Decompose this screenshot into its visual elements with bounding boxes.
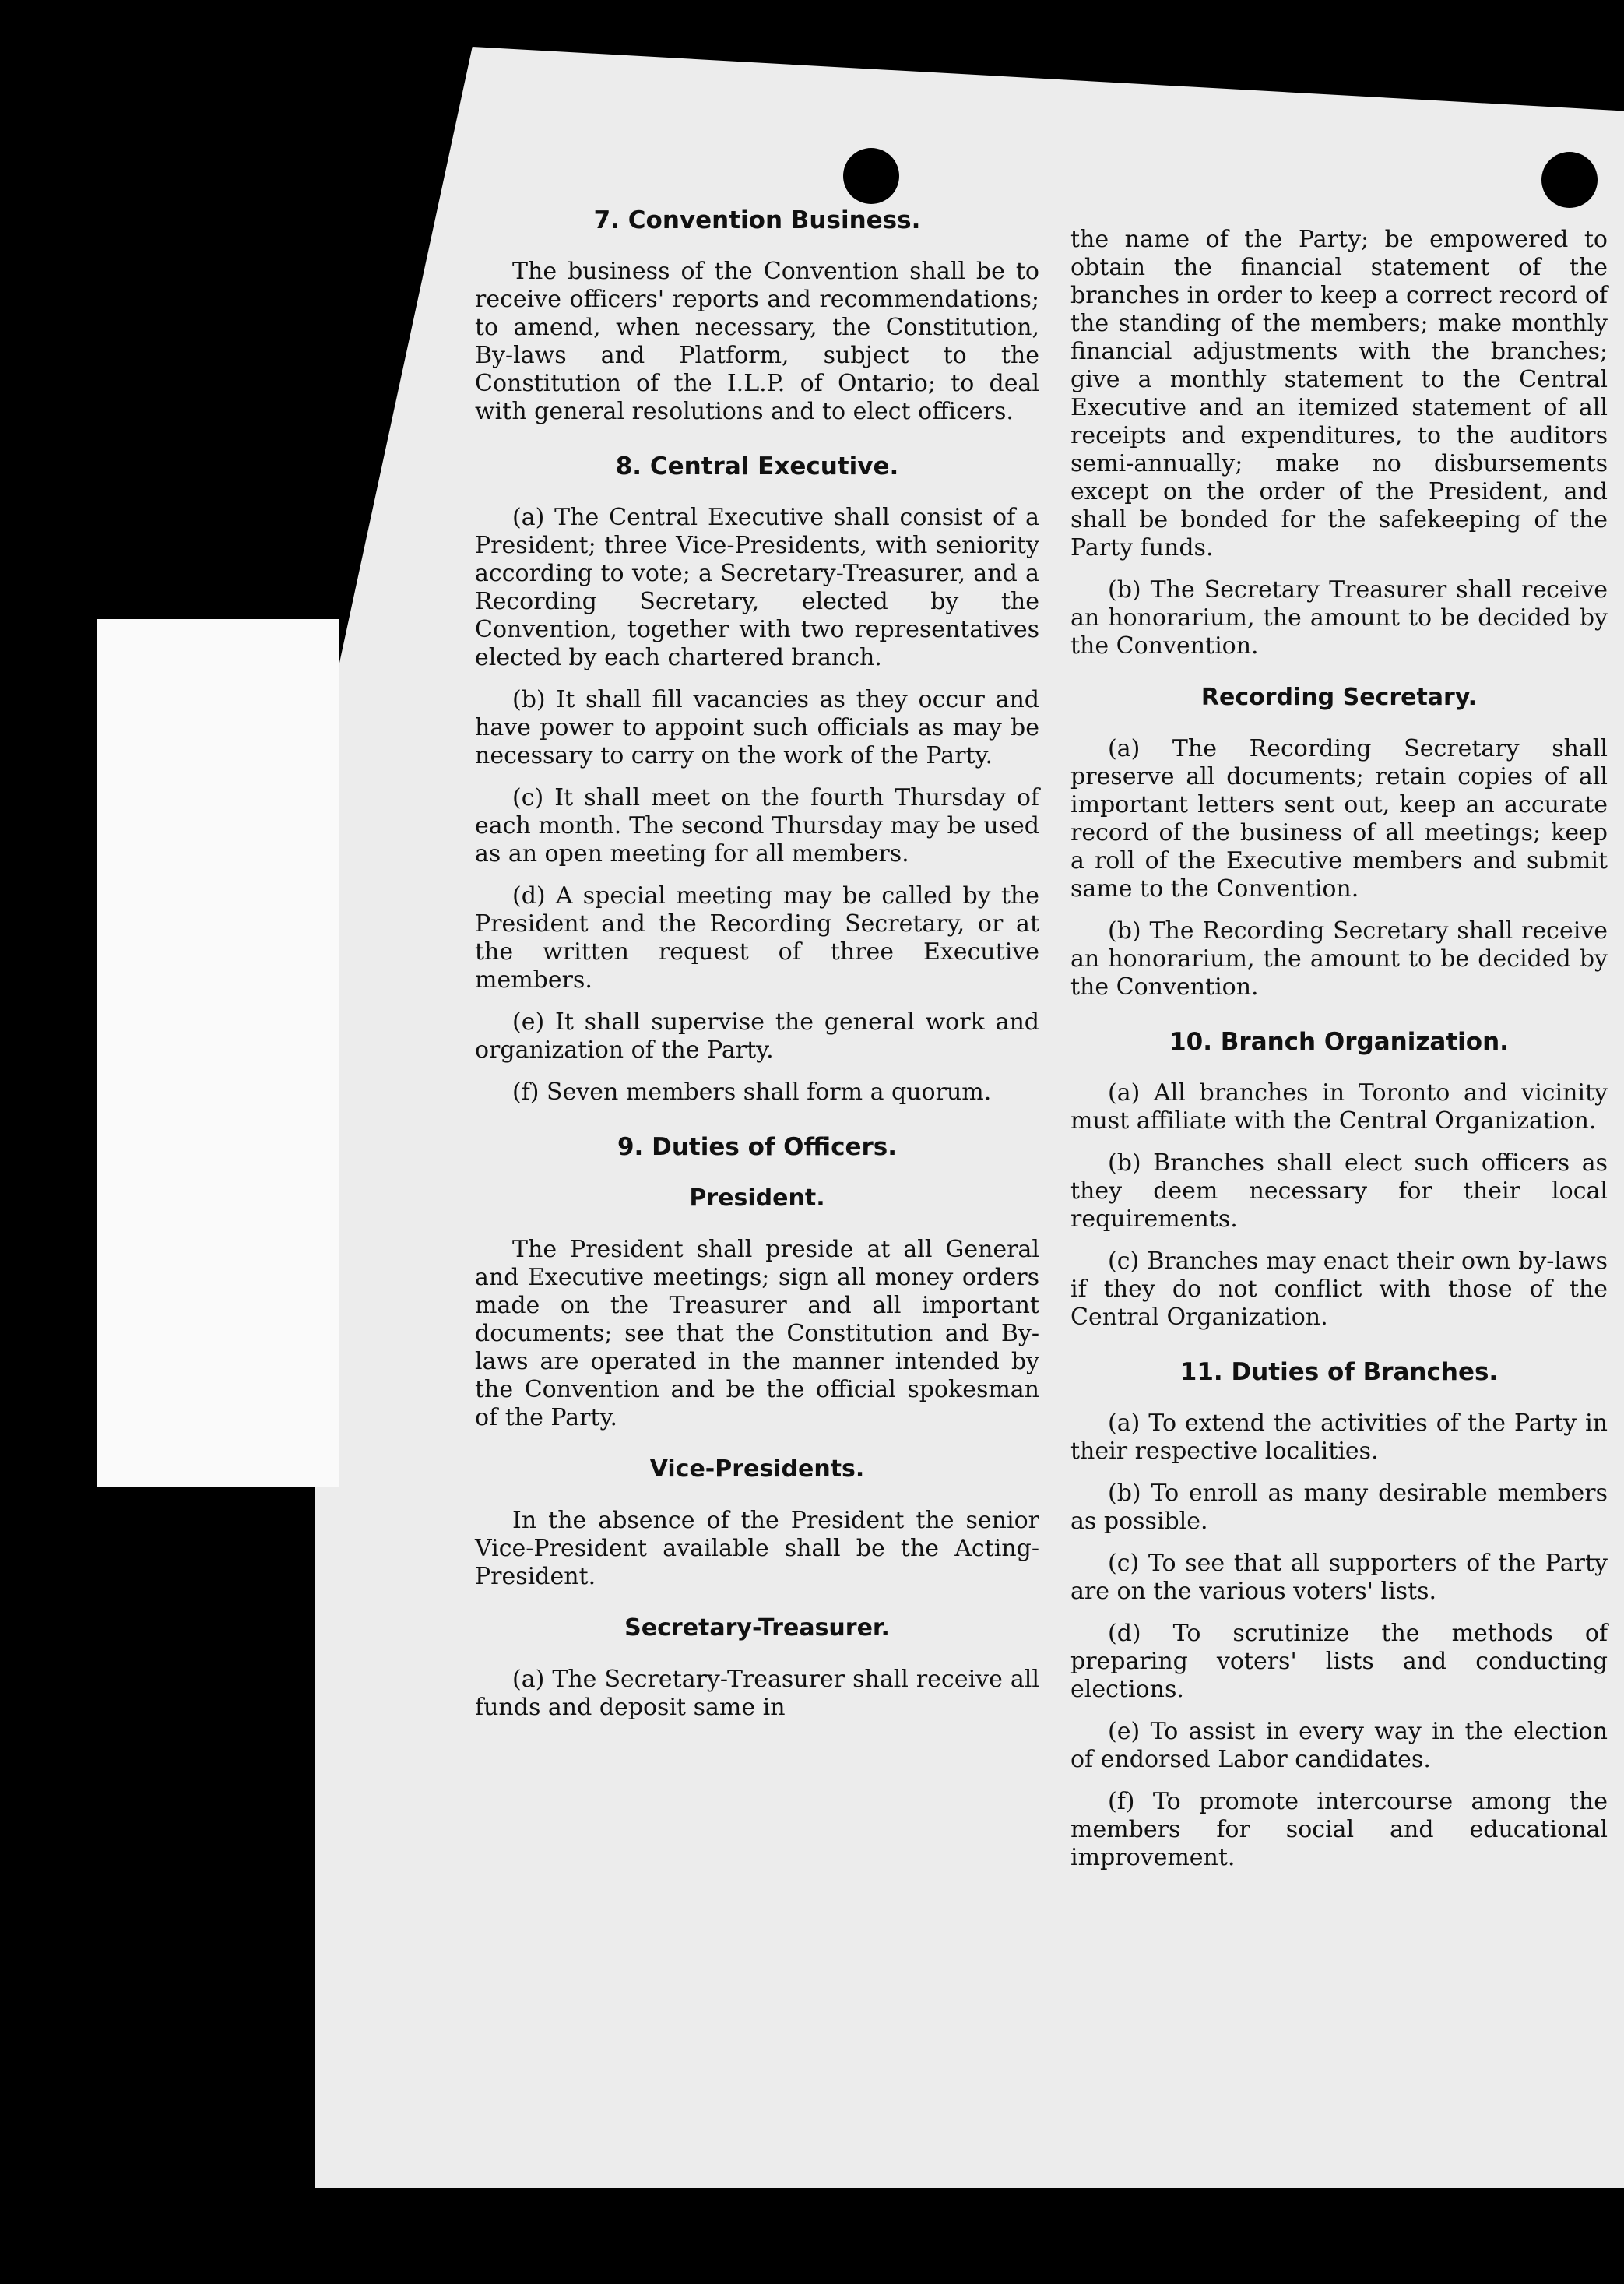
paragraph: (b) It shall fill vacancies as they occur and have power to appoint such officials as may be necessary to carry on the work of the Party. bbox=[475, 686, 1039, 769]
punch-hole bbox=[843, 148, 899, 204]
subsection-heading: Secretary-Treasurer. bbox=[624, 1614, 890, 1642]
section-heading: 9. Duties of Officers. bbox=[617, 1133, 898, 1161]
paragraph: (a) The Secretary-Treasurer shall receive all funds and deposit same in bbox=[475, 1666, 1039, 1721]
left-column bbox=[475, 206, 1039, 1736]
paragraph: (d) A special meeting may be called by the President and the Recording Secretary, or at the written request of three Executive members. bbox=[475, 882, 1039, 994]
paper-insert bbox=[97, 619, 339, 1487]
paragraph: (f) To promote intercourse among the members for social and educational improvement. bbox=[1070, 1788, 1608, 1871]
subsection-heading: Recording Secretary. bbox=[1200, 684, 1478, 711]
paragraph: The President shall preside at all General and Executive meetings; sign all money orders made on the Treasurer and all important documents; see that the Constitution and By-laws are operated in the manner intended by the Convention and be the official spokesman of the Party. bbox=[475, 1236, 1039, 1431]
section-heading: 7. Convention Business. bbox=[593, 206, 921, 234]
paragraph: (b) The Secretary Treasurer shall receive an honorarium, the amount to be decided by the Convention. bbox=[1070, 576, 1608, 660]
paragraph: the name of the Party; be empowered to obtain the financial statement of the branches in order to keep a correct record of the standing of the members; make monthly financial adjustments with the branches; give a monthly statement to the Central Executive and an itemized statement of all receipts and expenditures, to the auditors semi-annually; make no disbursements except on the order of the President, and shall be bonded for the safekeeping of the Party funds. bbox=[1070, 226, 1608, 561]
paragraph: (e) It shall supervise the general work and organization of the Party. bbox=[475, 1008, 1039, 1064]
right-column bbox=[1070, 226, 1608, 1886]
punch-hole bbox=[1541, 152, 1598, 208]
section-heading: 11. Duties of Branches. bbox=[1179, 1358, 1499, 1386]
paragraph: (c) Branches may enact their own by-laws if they do not conflict with those of the Central Organization. bbox=[1070, 1248, 1608, 1331]
paragraph: (a) The Recording Secretary shall preserve all documents; retain copies of all important letters sent out, keep an accurate record of the business of all meetings; keep a roll of the Executive members and submit same to the Convention. bbox=[1070, 735, 1608, 903]
paragraph: (d) To scrutinize the methods of preparing voters' lists and conducting elections. bbox=[1070, 1620, 1608, 1703]
paragraph: In the absence of the President the senior Vice-President available shall be the Acting-President. bbox=[475, 1507, 1039, 1590]
paragraph: (a) To extend the activities of the Party in their respective localities. bbox=[1070, 1409, 1608, 1465]
subsection-heading: Vice-Presidents. bbox=[649, 1455, 865, 1483]
paragraph: (f) Seven members shall form a quorum. bbox=[512, 1079, 992, 1106]
paragraph: (b) The Recording Secretary shall receive an honorarium, the amount to be decided by the Convention. bbox=[1070, 917, 1608, 1001]
paragraph: (e) To assist in every way in the election of endorsed Labor candidates. bbox=[1070, 1718, 1608, 1773]
paragraph: (b) To enroll as many desirable members as possible. bbox=[1070, 1480, 1608, 1535]
paragraph: (c) It shall meet on the fourth Thursday of each month. The second Thursday may be used as an open meeting for all members. bbox=[475, 784, 1039, 867]
subsection-heading: President. bbox=[689, 1184, 825, 1212]
paragraph: (c) To see that all supporters of the Party are on the various voters' lists. bbox=[1070, 1550, 1608, 1605]
paragraph: (b) Branches shall elect such officers as they deem necessary for their local requirements. bbox=[1070, 1149, 1608, 1233]
paragraph: (a) The Central Executive shall consist of a President; three Vice-Presidents, with seniority according to vote; a Secretary-Treasurer, and a Recording Secretary, elected by the Convention, together with two representatives elected by each chartered branch. bbox=[475, 504, 1039, 671]
paragraph: The business of the Convention shall be to receive officers' reports and recommendations; to amend, when necessary, the Constitution, By-laws and Platform, subject to the Constitution of the I.L.P. of Ontario; to deal with general resolutions and to elect officers. bbox=[475, 258, 1039, 425]
paragraph: (a) All branches in Toronto and vicinity must affiliate with the Central Organization. bbox=[1070, 1079, 1608, 1135]
section-heading: 10. Branch Organization. bbox=[1169, 1028, 1509, 1056]
section-heading: 8. Central Executive. bbox=[615, 452, 899, 480]
